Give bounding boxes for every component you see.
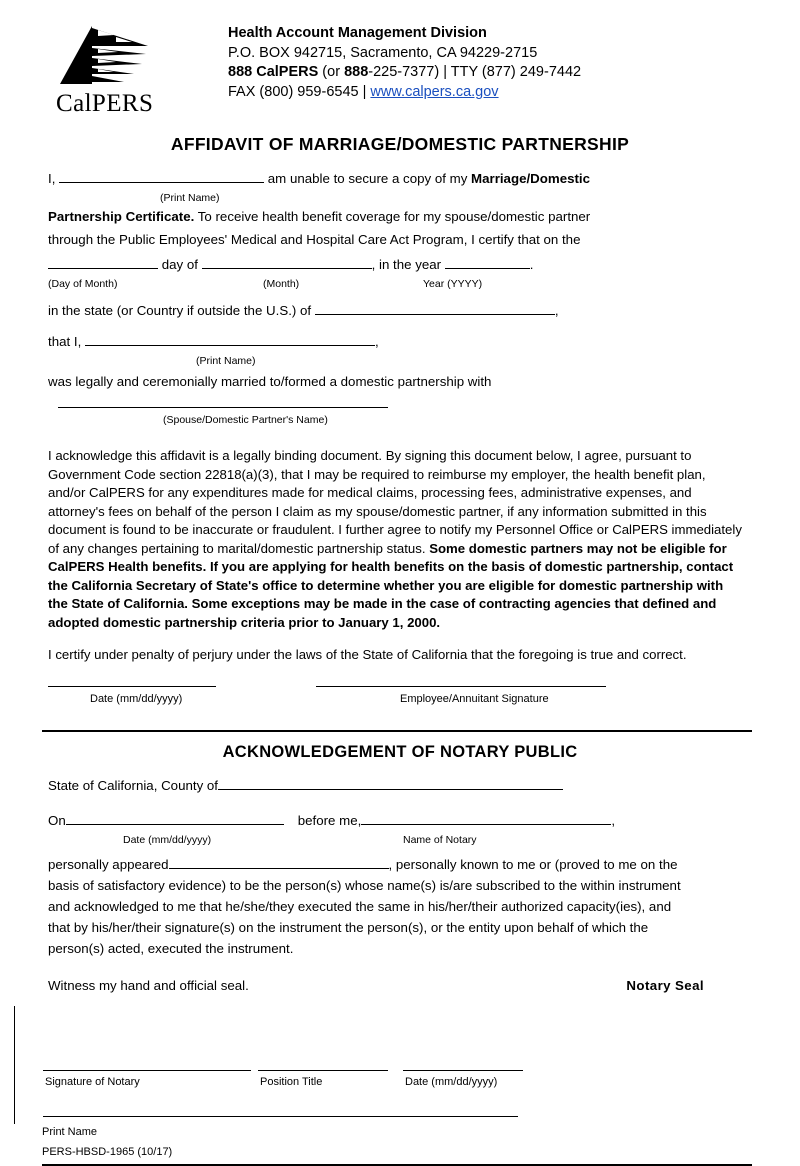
fax-line: FAX (800) 959-6545 | www.calpers.ca.gov	[228, 83, 499, 100]
print-name-field-1[interactable]	[59, 169, 264, 183]
notary-body-line-4: that by his/her/their signature(s) on the instrument the person(s), or the entity upon behalf of which the	[48, 920, 649, 935]
state-county-label: State of California, County of	[48, 778, 218, 793]
line4-end: , in the year	[371, 257, 445, 272]
affidavit-line-4	[48, 255, 742, 274]
print-name-field-2[interactable]	[85, 332, 375, 346]
day-of-month-field[interactable]	[48, 255, 158, 269]
caption-position-title: Position Title	[260, 1076, 323, 1088]
line1-bold: Marriage/Domestic	[471, 171, 591, 186]
line6-comma: ,	[374, 334, 379, 349]
perjury-certification: I certify under penalty of perjury under the laws of the State of California that the foregoing is true and correct.	[48, 647, 687, 662]
notary-body-line-5: person(s) acted, executed the instrument.	[48, 941, 294, 956]
print-name-field-3[interactable]	[43, 1116, 518, 1117]
signature-row	[48, 686, 742, 720]
affidavit-line-6	[48, 332, 742, 351]
footer-block	[42, 1126, 800, 1158]
personally-appeared-field[interactable]	[169, 855, 389, 869]
document-header	[0, 0, 800, 118]
affidavit-line-7: was legally and ceremonially married to/formed a domestic partnership with	[48, 374, 492, 389]
witness-row	[48, 976, 742, 996]
spouse-name-field-row	[48, 407, 742, 433]
year-field[interactable]	[445, 255, 530, 269]
calpers-logo	[48, 22, 228, 118]
on-label: On	[48, 813, 66, 828]
page-title: AFFIDAVIT OF MARRIAGE/DOMESTIC PARTNERSHIP	[170, 134, 630, 154]
notary-date-field[interactable]	[66, 811, 284, 825]
caption-name-of-notary: Name of Notary	[403, 834, 477, 846]
caption-year: Year (YYYY)	[423, 278, 483, 290]
caption-notary-date: Date (mm/dd/yyyy)	[123, 834, 212, 846]
phone-line: 888 CalPERS (or 888-225-7377) | TTY (877) 249-7442	[228, 64, 582, 80]
caption-signature-of-notary: Signature of Notary	[45, 1076, 140, 1088]
caption-month: (Month)	[263, 278, 300, 290]
caption-print-name-1: (Print Name)	[160, 192, 220, 204]
line1-suffix: am unable to secure a copy of my	[264, 171, 472, 186]
acknowledgement-text: I acknowledge this affidavit is a legally binding document. By signing this document below, I agree, pursuant to Government Code section 22818(a)(3), that I may be required to reimburse my employer, the health benefit plan, and/or CalPERS for any expenditures made for medical claims, processing fees, administrative expenses, and attorney's fees on behalf of the person I claim as my spouse/domestic partner, if any information submitted in this document is found to be inaccurate or fraudulent. I further agree to notify my Personnel Office or CalPERS immediately of any changes pertaining to marital/domestic partnership status.	[48, 448, 742, 556]
county-field[interactable]	[218, 776, 563, 790]
acknowledgement-paragraph	[48, 447, 742, 632]
caption-row-2	[48, 276, 742, 289]
line1-prefix: I,	[48, 171, 60, 186]
notary-appeared-line	[48, 855, 742, 874]
calpers-wordmark: CalPERS	[56, 90, 154, 117]
caption-row-3	[48, 353, 742, 366]
spouse-name-field[interactable]	[58, 407, 388, 408]
notary-name-field[interactable]	[361, 811, 611, 825]
caption-row-notary	[48, 832, 742, 845]
affidavit-line-1	[48, 169, 742, 188]
notary-section-title: ACKNOWLEDGEMENT OF NOTARY PUBLIC	[222, 743, 578, 761]
month-field[interactable]	[202, 255, 372, 269]
caption-date: Date (mm/dd/yyyy)	[90, 693, 183, 705]
state-country-field[interactable]	[315, 301, 555, 315]
line2-rest: To receive health benefit coverage for my spouse/domestic partner	[194, 209, 591, 224]
notary-seal-label: Notary Seal	[626, 978, 704, 993]
mailing-address: P.O. BOX 942715, Sacramento, CA 94229-2715	[228, 44, 538, 61]
witness-text: Witness my hand and official seal.	[48, 978, 249, 993]
employee-signature-field[interactable]	[316, 686, 606, 687]
line5-comma: ,	[554, 303, 559, 318]
line4-period: .	[529, 257, 534, 272]
acknowledgement-bold-text: Some domestic partners may not be eligible for CalPERS Health benefits. If you are applying for health benefits on the basis of domestic partnership, contact the California Secretary of State's office to determine whether you are eligible for domestic partnership with the State of California. Some exceptions may be made in the case of contracting agencies that defined and adopted domestic partnership criteria prior to January 1, 2000.	[48, 540, 734, 630]
calpers-website-link[interactable]: www.calpers.ca.gov	[370, 83, 499, 100]
line2-bold: Partnership Certificate.	[48, 209, 195, 224]
line6-text: that I,	[48, 334, 85, 349]
notary-body-line-2: basis of satisfactory evidence) to be the person(s) whose name(s) is/are subscribed to the within instrument	[48, 878, 681, 893]
notary-seal-area[interactable]	[14, 1006, 752, 1124]
caption-day-of-month: (Day of Month)	[48, 278, 118, 290]
caption-spouse-name: (Spouse/Domestic Partner's Name)	[163, 414, 328, 426]
line5-text: in the state (or Country if outside the U.S.) of	[48, 303, 315, 318]
notary-on-line	[48, 811, 742, 830]
form-number: PERS-HBSD-1965 (10/17)	[42, 1146, 173, 1158]
notary-date-field-2[interactable]	[403, 1070, 523, 1071]
agency-address-block	[228, 22, 740, 102]
personally-appeared-suffix: , personally known to me or (proved to me on the	[388, 857, 678, 872]
on-line-comma: ,	[611, 813, 616, 828]
caption-notary-date-2: Date (mm/dd/yyyy)	[405, 1076, 498, 1088]
caption-print-name-2: (Print Name)	[196, 355, 256, 367]
caption-row-1	[48, 190, 742, 203]
section-divider	[42, 730, 752, 732]
affidavit-line-2	[48, 207, 742, 226]
notary-body	[0, 776, 800, 996]
caption-print-name-3: Print Name	[42, 1126, 98, 1138]
affidavit-body	[0, 169, 800, 720]
division-name: Health Account Management Division	[228, 25, 487, 41]
notary-state-line	[48, 776, 742, 795]
before-me-label: before me,	[297, 813, 362, 828]
calpers-logo-mark-icon	[58, 26, 154, 88]
position-title-field[interactable]	[258, 1070, 388, 1071]
affidavit-line-3: through the Public Employees' Medical and Hospital Care Act Program, I certify that on the	[48, 232, 581, 247]
date-signature-field[interactable]	[48, 686, 216, 687]
signature-of-notary-field[interactable]	[43, 1070, 251, 1071]
notary-body-line-3: and acknowledged to me that he/she/they executed the same in his/her/their authorized capacity(ies), and	[48, 899, 672, 914]
caption-employee-signature: Employee/Annuitant Signature	[400, 693, 549, 705]
personally-appeared-label: personally appeared	[48, 857, 169, 872]
affidavit-line-5	[48, 301, 742, 320]
line4-mid: day of	[158, 257, 202, 272]
